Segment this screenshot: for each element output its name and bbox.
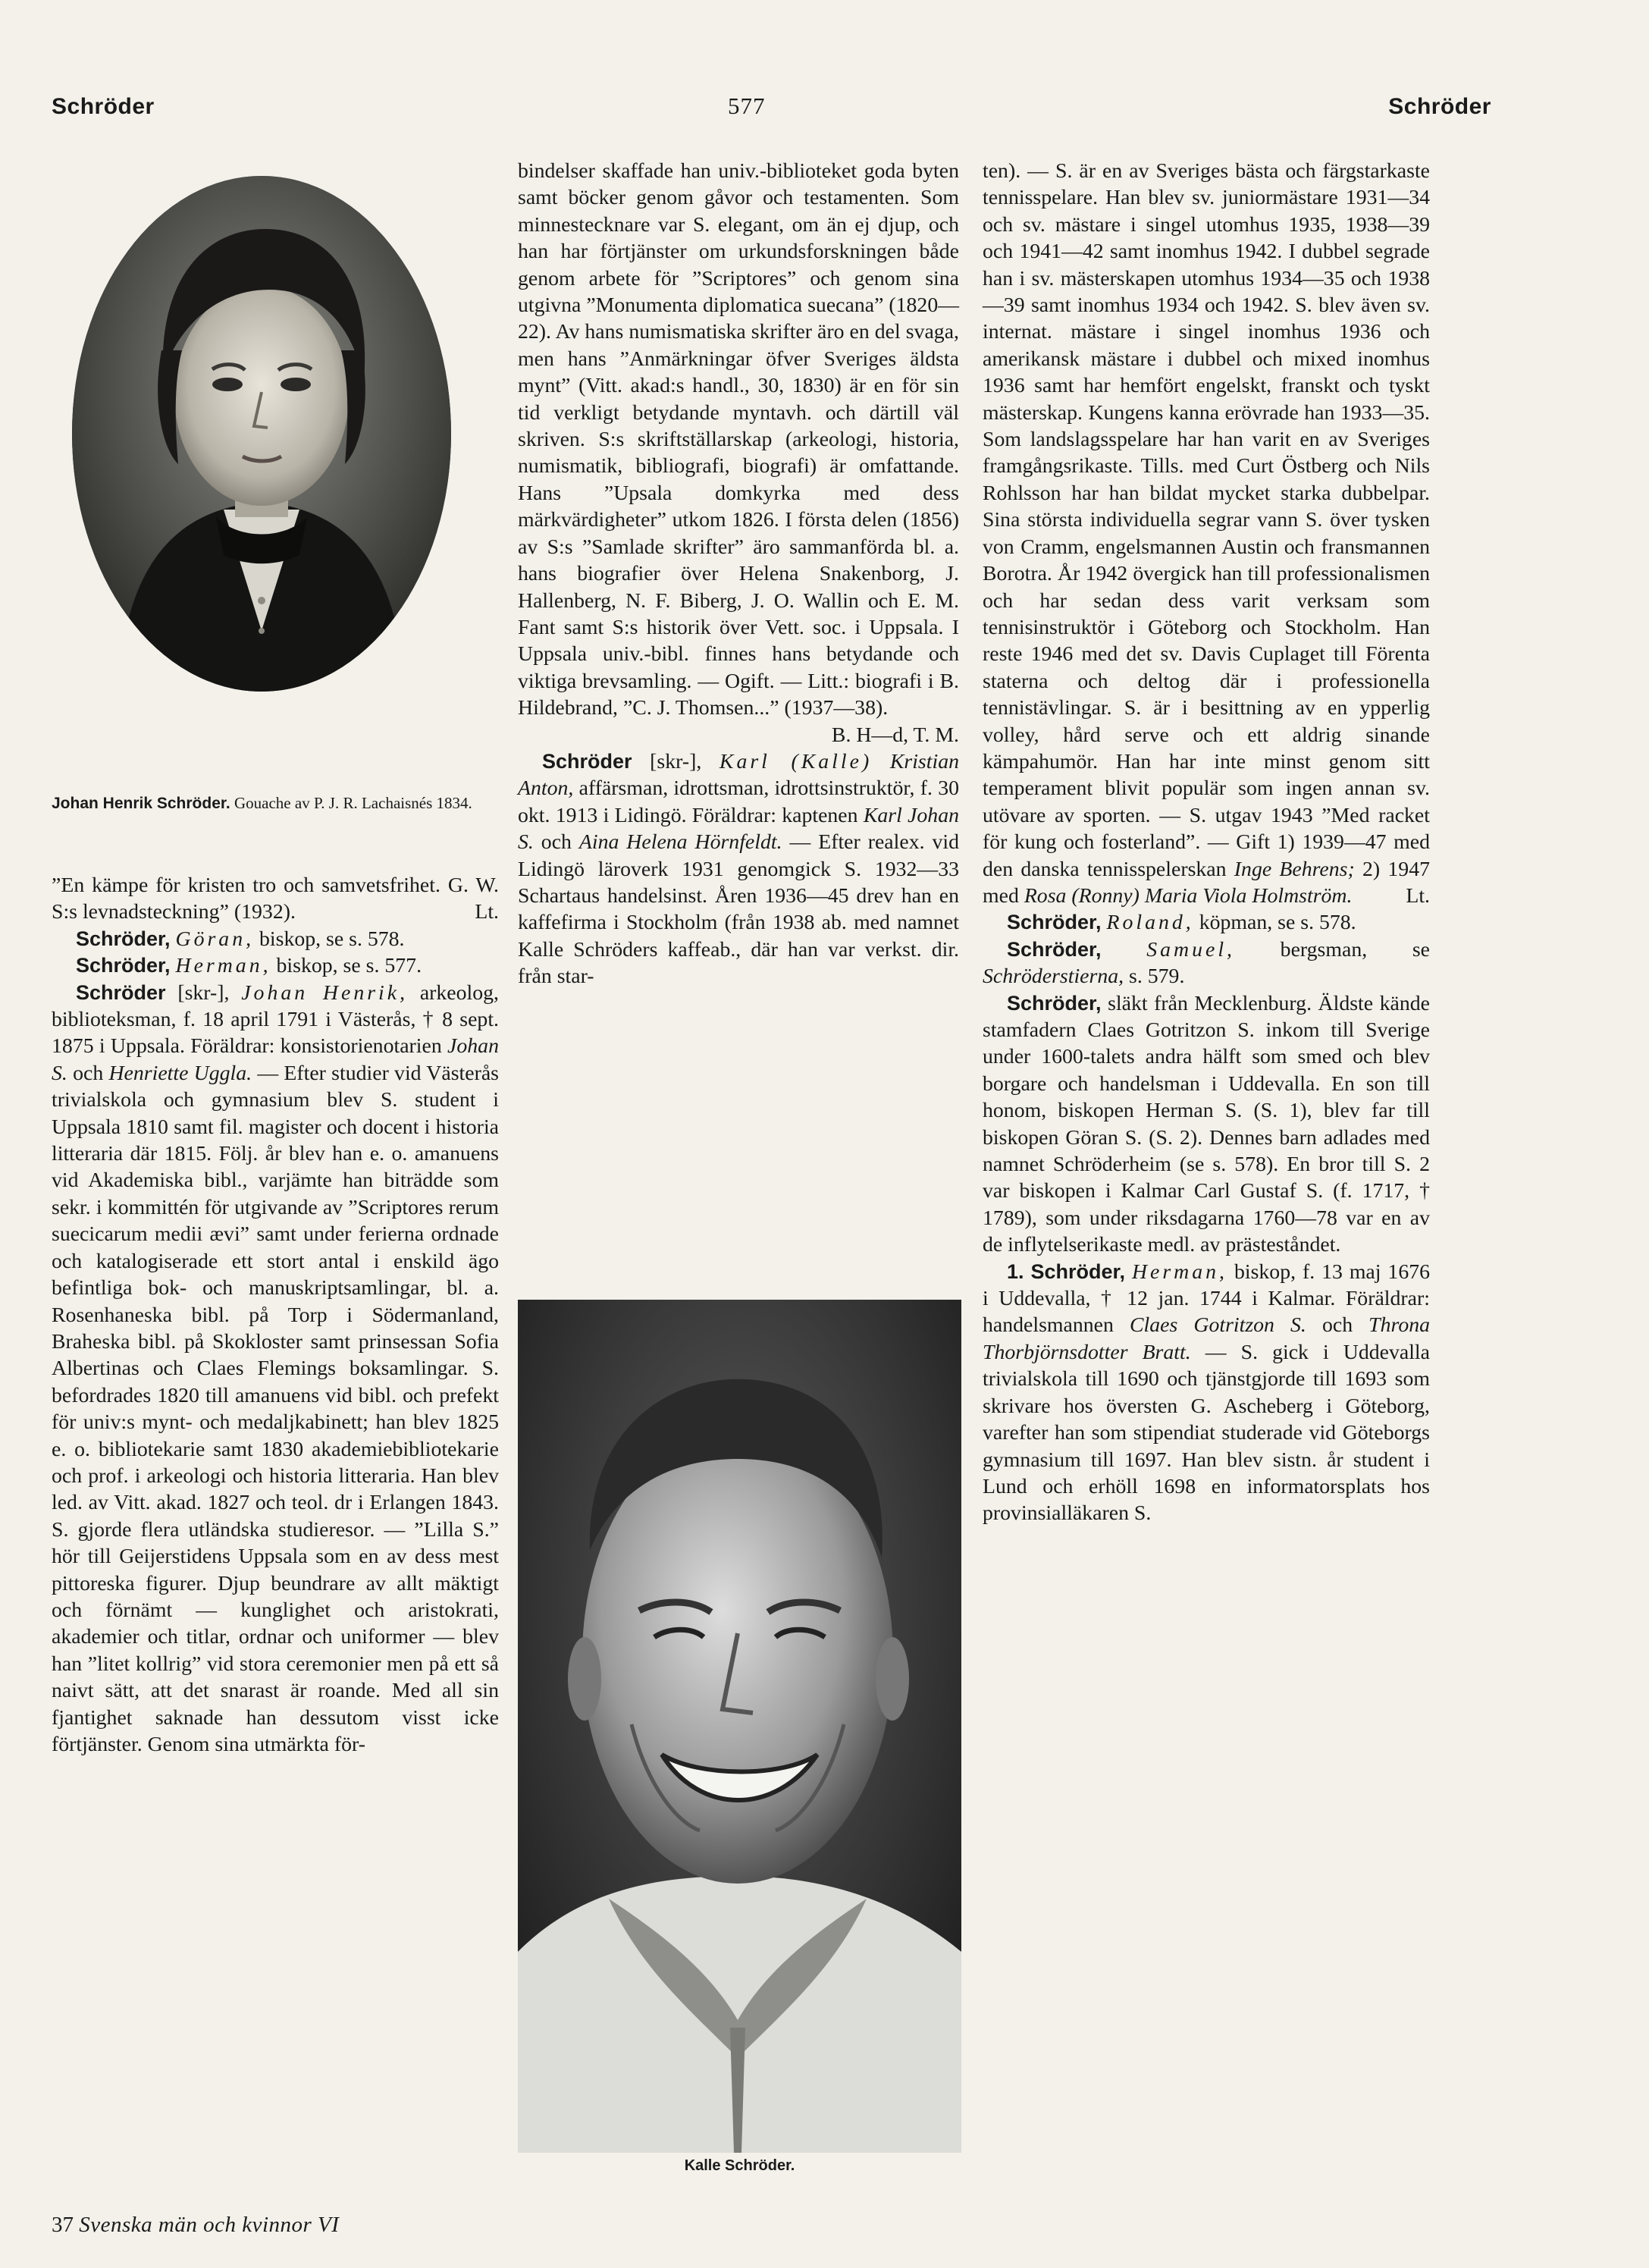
given-name: Johan Henrik, <box>241 980 409 1005</box>
entry-herman <box>983 1259 1430 1527</box>
entry-text: s. 579. <box>1129 965 1185 989</box>
entry-johan-henrik <box>52 980 499 1758</box>
entry-text: — Efter realex. vid Lidingö läroverk 1931 genomgick S. 1932—33 Schartaus handelsinst. Åren 1936—45 drev han en kaffefirma i Stockholm (från 1938 ab. med namnet Kalle Schröders kaffeab., där han var verkst. dir. från star- <box>518 830 960 989</box>
entry-text: och <box>73 1061 104 1085</box>
entry-text: och <box>1321 1313 1353 1338</box>
parent-name: Throna Thorbjörnsdotter Bratt. <box>983 1313 1431 1364</box>
portrait-drawing <box>72 176 451 692</box>
entry-family <box>983 990 1430 1259</box>
entry-text: bergsman, se <box>1280 937 1431 961</box>
entry-text: — Efter studier vid Västerås trivialskola och gymnasium blev S. student i Uppsala 1810 samt fil. magister och docent i historia litteraria där 1815. Följ. år blev han e. o. amanuens vid Akademiska bibl., varjämte han biträdde som sekr. i kommittén för utgivande av ”Scriptores rerum suecicarum medii ævi” samt under ferierna ordnade och katalogiserade ett stort antal i enskild ägo befintliga bok- och manuskriptsamlingar, bl. a. Rosenhaneska bibl. på Torp i Södermanland, Braheska bibl. på Skokloster samt prinsessan Sofia Albertinas och Claes Flemings boksamlingar. S. befordrades 1820 till amanuens vid bibl. och prefekt för univ:s mynt- och medaljkabinett; han blev 1825 e. o. bibliotekarie samt 1830 akademiebibliotekarie och prof. i arkeologi och historia litteraria. Han blev led. av Vitt. akad. 1827 och teol. dr i Erlangen 1843. S. gjorde flera utländska studieresor. — ”Lilla S.” hör till Geijerstidens Uppsala som en av dess mest pittoreska figurer. Djup beundrare av allt mäktigt och förnämt — kunglighet och aristokrati, akademier och titlar, ordnar och uniformer — blev han ”litet kollrig” vid stora ceremonier men på ett så naivt sätt, att det snarast är roande. Med all sin fjantighet saknade han dessutom visst icke förtjänster. Genom sina utmärkta för- <box>52 1061 499 1756</box>
portrait-caption-name: Johan Henrik Schröder. <box>52 795 230 812</box>
entry-text: köpman, se s. 578. <box>1199 911 1356 935</box>
entry-continuation <box>52 872 499 926</box>
author-signature: B. H—d, T. M. <box>831 723 959 747</box>
entry-samuel <box>983 936 1430 990</box>
entry-text: — S. gick i Uddevalla trivialskola till 1690 och tjänstgjorde till 1693 som skrivare hos översten G. Ascheberg i Göteborg, varefter han som stipendiat studerade vid Göteborgs gymnasium till 1697. Han blev sistn. år student i Lund och erhöll 1698 en informatorsplats hos provinsialläkaren S. <box>983 1340 1430 1526</box>
given-name: Kristian Anton, <box>518 749 959 801</box>
portrait-image <box>72 176 451 692</box>
entry-text: ten). — S. är en av Sveriges bästa och färgstarkaste tennisspelare. Han blev sv. juniormästare 1931—34 och sv. mästare i singel utomhus 1935, 1938—39 och 1941—42 samt inomhus 1942. I dubbel segrade han i sv. mästerskapen utomhus 1934—35 och 1938—39 samt inomhus 1934 och 1942. S. blev även sv. internat. mästare i singel inomhus 1936 och amerikansk mästare i dubbel och mixed inomhus 1936 samt har hemfört engelskt, franskt och tyskt mästerskap. Kungens kanna erövrade han 1933—35. Som landslagsspelare har han varit en av Sveriges framgångsrikaste. Tills. med Curt Östberg och Nils Rohlsson har han bildat mycket starka dubbelpar. Sina största individuella segrar vann S. över tysken von Cramm, engelsmannen Austin och fransmannen Borotra. År 1942 övergick han till professionalismen och har sedan dess varit verksam som tennisinstruktör i Göteborg och Stockholm. Han reste 1946 med det sv. Davis Cuplaget till Förenta staterna och deltog där i professionella tennistävlingar. S. är i besittning av en ypperlig volley, hård serve och ett aldrig sinande kämpahumör. Han har inte minst genom sitt temperament blivit populär som ingen annan sv. utövare av sporten. — S. utgav 1943 ”Med racket för kung och fosterland”. — Gift 1) 1939—47 med den danska tennisspelerskan <box>983 159 1430 881</box>
spouse-name: Rosa (Ronny) Maria Viola Holmström. <box>1024 883 1353 908</box>
book-title: Svenska män och kvinnor VI <box>79 2213 340 2237</box>
headword: Schröder, <box>76 927 171 950</box>
entry-text: biskop, f. 13 maj 1676 i Uddevalla, † 12 jan. 1744 i Kalmar. Föräldrar: handelsmannen <box>983 1259 1431 1338</box>
entry-text: ”En kämpe för kristen tro och samvetsfrihet. G. W. S:s levnadsteckning” (1932). <box>52 874 499 924</box>
headword: Schröder, <box>76 954 171 977</box>
pronunciation: [skr-], <box>650 749 702 773</box>
parent-name: Johan S. <box>52 1034 499 1085</box>
headword: Schröder, <box>1007 991 1102 1015</box>
given-name: Herman, <box>175 954 271 978</box>
entry-text: och <box>541 830 572 855</box>
given-name: Herman, <box>1131 1259 1228 1284</box>
entry-goran <box>52 926 499 952</box>
entry-continuation <box>983 158 1430 909</box>
entry-kalle <box>518 748 959 990</box>
footer-signature <box>52 2213 339 2238</box>
entry-herman-ref <box>52 952 499 979</box>
headword: Schröder <box>542 749 632 773</box>
column-2 <box>518 158 959 990</box>
given-name: Göran, <box>175 927 255 951</box>
parent-name: Henriette Uggla. <box>108 1061 252 1085</box>
spouse-name: Inge Behrens; <box>1234 857 1355 881</box>
entry-text: släkt från Mecklenburg. Äldste kände stamfadern Claes Gotritzon S. inkom till Sverige under 1600-talets andra hälft som smed och blev borgare och handelsman i Uddevalla. En son till honom, biskopen Herman S. (S. 1), blev far till biskopen Göran S. (S. 2). Dennes barn adlades med namnet Schröderheim (se s. 578). En bror till S. 2 var biskopen i Kalmar Carl Gustaf S. (f. 1717, † 1789), som under riksdagarna 1760—78 var en av de inflytelserikaste medl. av prästeståndet. <box>983 991 1431 1257</box>
headword: Schröder, <box>1007 937 1102 961</box>
author-signature: Lt. <box>475 900 499 924</box>
column-3 <box>983 158 1430 1527</box>
entry-text: bindelser skaffade han univ.-biblioteket goda byten samt böcker genom gåvor och testamenten. Som minnestecknare var S. elegant, om än ej djup, och han har förtjänster om urkundsforskningen både genom arbete för ”Scriptores” och genom sina utgivna ”Monumenta diplomatica suecana” (1820—22). Av hans numismatiska skrifter äro en del svaga, men hans ”Anmärkningar öfver Sveriges äldsta mynt” (Vitt. akad:s handl., 30, 1830) är en för sin tid verkligt betydande myntavh. och därtill väl skriven. S:s skriftställarskap (arkeologi, historia, numismatik, bibliografi, biografi) är omfattande. Hans ”Upsala domkyrka med dess märkvärdigheter” utkom 1826. I första delen (1856) av S:s ”Samlade skrifter” äro sammanförda bl. a. hans biografier över Helena Snakenborg, J. Hallenberg, N. F. Biberg, J. O. Wallin och E. M. Fant samt S:s historik över Vett. soc. i Uppsala. I Uppsala univ.-bibl. finnes hans betydande och viktiga brevsamling. — Ogift. — Litt.: biografi i B. Hildebrand, ”C. J. Thomsen...” (1937—38). <box>518 159 960 720</box>
entry-text: biskop, se s. 578. <box>259 927 405 951</box>
parent-name: Aina Helena Hörnfeldt. <box>578 830 782 855</box>
running-head-left: Schröder <box>52 94 155 119</box>
page-number: 577 <box>728 93 766 119</box>
headword: Schröder, <box>1030 1259 1126 1283</box>
author-signature: Lt. <box>1406 883 1430 908</box>
entry-text: biskop, se s. 577. <box>276 954 422 978</box>
entry-text: 2) 1947 med <box>983 857 1430 908</box>
photo-drawing <box>518 1300 961 2153</box>
parent-name: Karl Johan S. <box>518 803 959 855</box>
portrait-caption-credit: Gouache av P. J. R. Lachaisnés 1834. <box>234 794 472 812</box>
entry-text: arkeolog, biblioteksman, f. 18 april 1791 i Västerås, † 8 sept. 1875 i Uppsala. Föräldrar: konsistorienotarien <box>52 980 500 1059</box>
column-1 <box>52 872 499 1758</box>
portrait-caption <box>52 793 499 814</box>
sheet-number: 37 <box>52 2213 74 2237</box>
entry-text: affärsman, idrottsman, idrottsinstruktör, f. 30 okt. 1913 i Lidingö. Föräldrar: kaptenen <box>518 776 959 827</box>
entry-roland <box>983 909 1430 936</box>
parent-name: Claes Gotritzon S. <box>1129 1313 1306 1338</box>
headword: Schröder, <box>1007 911 1102 934</box>
photo-image <box>518 1300 961 2153</box>
given-name: Karl (Kalle) <box>719 749 873 773</box>
pronunciation: [skr-], <box>177 980 230 1005</box>
cross-reference: Schröderstierna, <box>983 965 1124 989</box>
headword: Schröder <box>76 980 166 1004</box>
entry-number: 1. <box>1007 1259 1024 1283</box>
photo-caption: Kalle Schröder. <box>684 2157 795 2174</box>
entry-continuation <box>518 158 959 722</box>
running-head-right: Schröder <box>1388 94 1491 119</box>
given-name: Roland, <box>1106 911 1194 935</box>
given-name: Samuel, <box>1146 937 1235 961</box>
